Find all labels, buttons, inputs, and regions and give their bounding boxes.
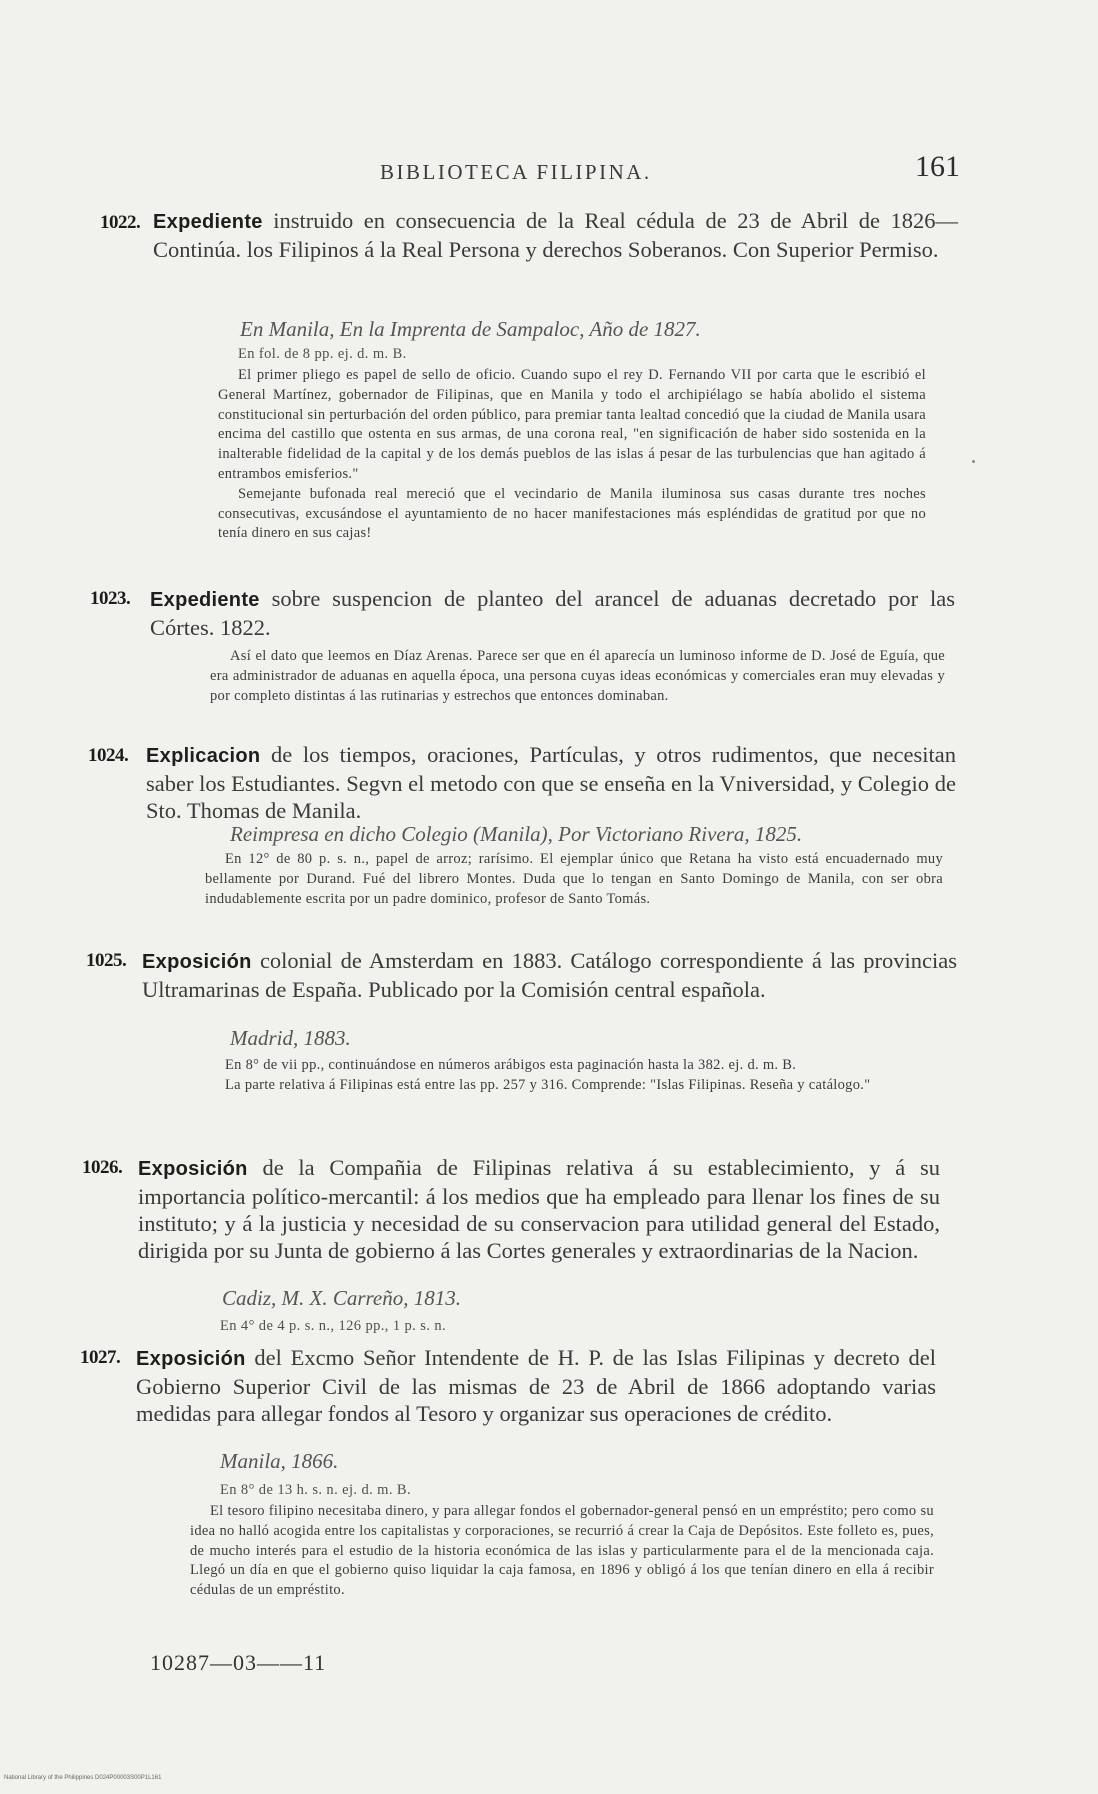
- entry-text: [138, 1154, 940, 1264]
- scan-speck: [972, 460, 975, 463]
- printer-signature: 10287—03——11: [150, 1650, 327, 1675]
- entry-imprint: Madrid, 1883.: [230, 1026, 351, 1050]
- entry-number: 1027.: [80, 1347, 121, 1368]
- entry-number: 1026.: [82, 1157, 123, 1178]
- entry-number: 1022.: [100, 212, 141, 233]
- entry-text: [142, 947, 957, 1003]
- note-paragraph: El primer pliego es papel de sello de oficio. Cuando supo el rey D. Fernando VII por carta que le escribió el General Martínez, gobernador de Filipinas, que en Manila y todo el archipiélago se había abolido el sistema constitucional sin perturbación del orden público, para premiar tanta lealtad concedió que la ciudad de Manila usara encima del castillo que ostenta en sus armas, de una corona real, "en significación de haber sido sostenida en la inalterable fidelidad de la capital y de los demás pueblos de las islas á pesar de las turbulencias que han agitado á entrambos emisferios.": [218, 367, 926, 482]
- entry-body: sobre suspencion de planteo del arancel de aduanas decretado por las Córtes. 1822.: [150, 586, 955, 640]
- note-paragraph: Así el dato que leemos en Díaz Arenas. Parece ser que en él aparecía un luminoso informe de D. José de Eguía, que era administrador de aduanas en aquella época, una persona cuyas ideas económicas y comerciales eran muy elevadas y por completo distintas á las rutinarias y estrechos que entonces dominaban.: [210, 648, 945, 704]
- entry-imprint: Cadiz, M. X. Carreño, 1813.: [222, 1286, 461, 1310]
- entry-notes: [205, 1056, 943, 1096]
- entry-number: 1023.: [90, 588, 131, 609]
- entry-format: En 4° de 4 p. s. n., 126 pp., 1 p. s. n.: [220, 1318, 447, 1334]
- entry-number: 1024.: [88, 745, 129, 766]
- entry-imprint: Manila, 1866.: [220, 1449, 339, 1473]
- entry-text: [136, 1344, 936, 1427]
- entry-body: del Excmo Señor Intendente de H. P. de las Islas Filipinas y decreto del Gobierno Superior Civil de las mismas de 23 de Abril de 1866 adoptando varias medidas para allegar fondos al Tesoro y organizar sus operaciones de crédito.: [136, 1345, 936, 1426]
- entry-keyword: Exposición: [138, 1158, 248, 1180]
- entry-number: 1025.: [86, 950, 127, 971]
- entry-keyword: Explicacion: [146, 745, 261, 767]
- entry-imprint: En Manila, En la Imprenta de Sampaloc, Año de 1827.: [240, 317, 701, 341]
- note-paragraph: El tesoro filipino necesitaba dinero, y para allegar fondos el gobernador-general pensó en un empréstito; pero como su idea no halló acogida entre los capitalistas y corporaciones, se recurrió á crear la Caja de Depósitos. Este folleto es, pues, de mucho interés para el estudio de la historia económica de las islas y particularmente para el de la mencionada caja. Llegó un día en que el gobierno quiso liquidar la caja famosa, en 1896 y obligó á los que tenían dinero en ella á recibir cédulas de un empréstito.: [190, 1503, 934, 1599]
- entry-body: de los tiempos, oraciones, Partículas, y otros rudimentos, que necesitan saber los Estudiantes. Segvn el metodo con que se enseña en la Vniversidad, y Colegio de Sto. Thomas de Manila.: [146, 742, 956, 823]
- entry-body: instruido en consecuencia de la Real cédula de 23 de Abril de 1826—Continúa. los Filipinos á la Real Persona y derechos Soberanos. Con Superior Permiso.: [153, 208, 958, 262]
- entry-body: colonial de Amsterdam en 1883. Catálogo correspondiente á las provincias Ultramarinas de España. Publicado por la Comisión central española.: [142, 948, 957, 1002]
- entry-keyword: Expediente: [150, 589, 260, 611]
- note-paragraph: En 12° de 80 p. s. n., papel de arroz; rarísimo. El ejemplar único que Retana ha visto está encuadernado muy bellamente por Durand. Fué del librero Montes. Duda que lo tengan en Santo Domingo de Manila, con ser obra indudablemente escrita por un padre dominico, profesor de Santo Tomás.: [205, 851, 943, 907]
- page-number: 161: [915, 150, 960, 183]
- entry-format: En 8° de 13 h. s. n. ej. d. m. B.: [220, 1482, 411, 1498]
- header-title: BIBLIOTECA FILIPINA.: [380, 160, 652, 184]
- entry-format: En fol. de 8 pp. ej. d. m. B.: [238, 346, 407, 362]
- note-paragraph: Semejante bufonada real mereció que el vecindario de Manila iluminosa sus casas durante tres noches consecutivas, excusándose el ayuntamiento de no hacer manifestaciones más espléndidas de gratitud por que no tenía dinero en sus cajas!: [218, 485, 926, 542]
- scan-footer: National Library of the Philippines D024P00003S00P1L161: [4, 1775, 162, 1781]
- entry-notes: [218, 366, 926, 544]
- entry-notes: [205, 850, 943, 909]
- entry-imprint: Reimpresa en dicho Colegio (Manila), Por Victoriano Rivera, 1825.: [230, 822, 803, 846]
- entry-keyword: Expediente: [153, 211, 263, 233]
- entry-text: [146, 741, 956, 824]
- entry-text: [153, 207, 958, 263]
- entry-text: [150, 585, 955, 641]
- running-header: [380, 150, 960, 190]
- entry-notes: [210, 647, 945, 706]
- entry-notes: [190, 1502, 934, 1601]
- entry-keyword: Exposición: [142, 951, 252, 973]
- entry-keyword: Exposición: [136, 1348, 246, 1370]
- note-paragraph: La parte relativa á Filipinas está entre las pp. 257 y 316. Comprende: "Islas Filipinas. Reseña y catálogo.": [225, 1076, 871, 1093]
- entry-body: de la Compañia de Filipinas relativa á su establecimiento, y á su importancia político-mercantil: á los medios que ha empleado para llenar los fines de su instituto; y á la justicia y necesidad de su conservacion para utilidad general del Estado, dirigida por su Junta de gobierno á las Cortes generales y extraordinarias de la Nacion.: [138, 1155, 940, 1263]
- note-paragraph: En 8° de vii pp., continuándose en números arábigos esta paginación hasta la 382. ej. d. m. B.: [225, 1057, 797, 1073]
